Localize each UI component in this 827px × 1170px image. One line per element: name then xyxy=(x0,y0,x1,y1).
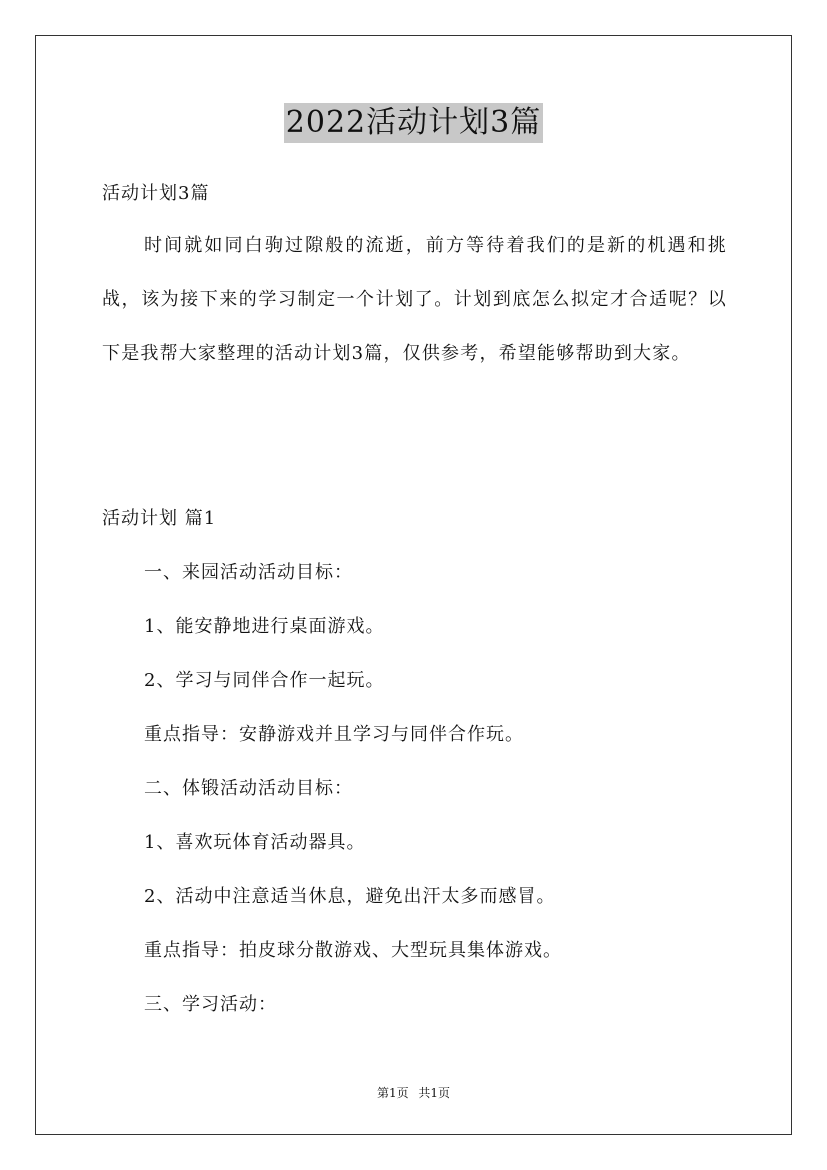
document-subtitle: 活动计划3篇 xyxy=(102,183,210,204)
content-line: 2、学习与同伴合作一起玩。 xyxy=(144,670,385,691)
title-wrapper xyxy=(0,103,827,143)
document-title: 2022活动计划3篇 xyxy=(284,103,543,143)
content-line: 三、学习活动： xyxy=(144,994,277,1015)
content-line: 二、体锻活动活动目标： xyxy=(144,778,353,799)
section-heading: 活动计划 篇1 xyxy=(102,508,217,529)
content-line: 重点指导：拍皮球分散游戏、大型玩具集体游戏。 xyxy=(144,940,562,961)
content-line: 重点指导：安静游戏并且学习与同伴合作玩。 xyxy=(144,724,524,745)
intro-paragraph: 时间就如同白驹过隙般的流逝，前方等待着我们的是新的机遇和挑战，该为接下来的学习制定一个计划了。计划到底怎么拟定才合适呢？以下是我帮大家整理的活动计划3篇，仅供参考，希望能够帮助到大家。 xyxy=(102,235,727,364)
total-pages: 共1页 xyxy=(418,1086,451,1100)
content-line: 一、来园活动活动目标： xyxy=(144,562,353,583)
page-footer xyxy=(0,1085,827,1101)
content-line: 1、喜欢玩体育活动器具。 xyxy=(144,832,366,853)
page-number: 第1页 xyxy=(376,1086,409,1100)
content-line: 2、活动中注意适当休息，避免出汗太多而感冒。 xyxy=(144,886,556,907)
content-line: 1、能安静地进行桌面游戏。 xyxy=(144,616,385,637)
